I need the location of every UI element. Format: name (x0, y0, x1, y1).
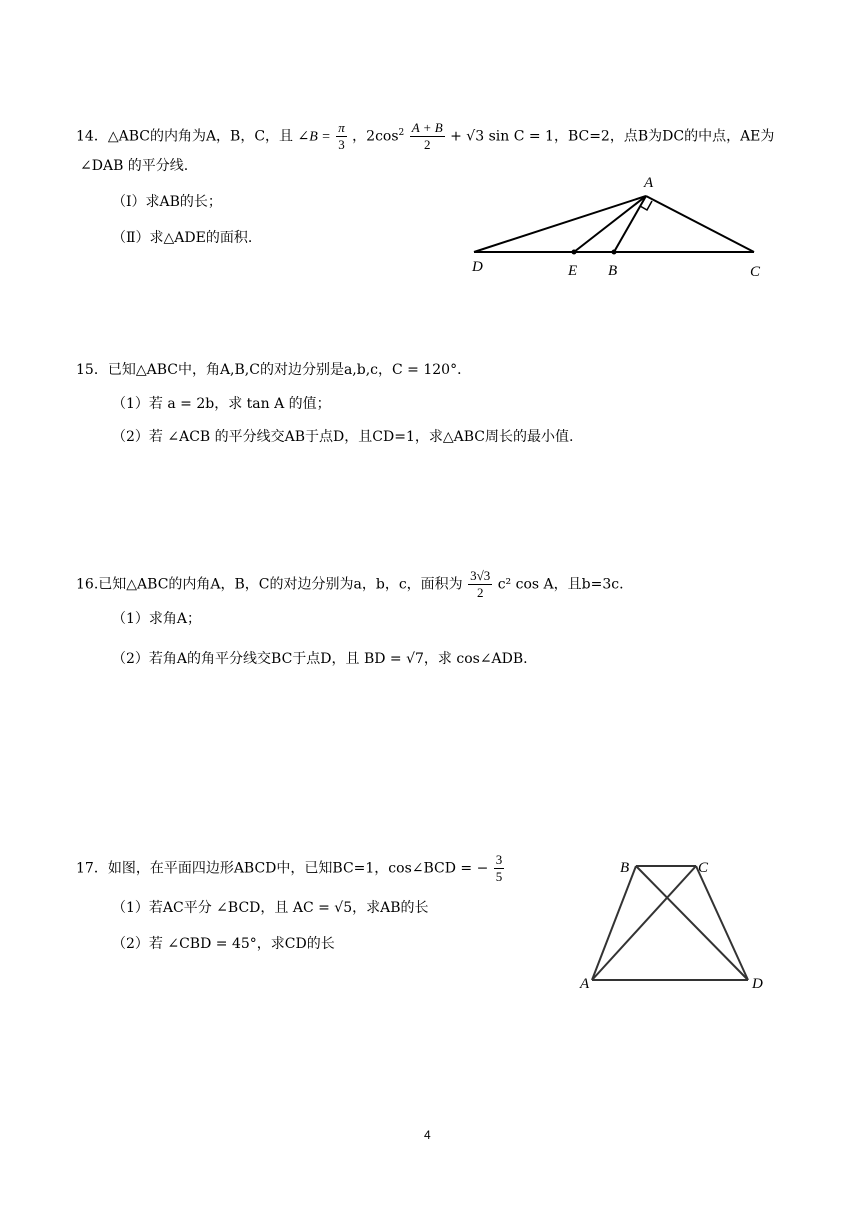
line-da (474, 196, 646, 252)
q16-line1 (76, 568, 624, 601)
q15-part1: （1）若 a = 2b，求 tan A 的值； (112, 396, 331, 412)
q16-denominator: 2 (476, 585, 484, 600)
page-number: 4 (424, 1128, 431, 1142)
q14-triangle-figure (466, 172, 776, 284)
q17-prefix: 17．如图，在平面四边形ABCD中，已知BC=1，cos∠BCD = − (76, 860, 489, 877)
label-b: B (608, 263, 618, 279)
q16-part2: （2）若角A的角平分线交BC于点D，且 BD = √7，求 cos∠ADB. (112, 651, 528, 667)
q16-part1: （1）求角A； (112, 611, 202, 627)
q14-part2: （Ⅱ）求△ADE的面积. (112, 230, 253, 246)
q17-denominator: 5 (495, 869, 503, 884)
q14-rest: + √3 sin C = 1，BC=2，点B为DC的中点，AE为 (450, 128, 775, 145)
q17-line1 (76, 852, 505, 885)
label-a: A (644, 175, 654, 191)
label-c: C (698, 860, 709, 876)
q16-fraction (468, 568, 492, 601)
q14-prefix: 14．△ABC的内角为A，B，C，且 (76, 128, 294, 145)
line-ac (592, 866, 696, 980)
label-b: B (620, 860, 630, 876)
q16-numerator: 3√3 (470, 568, 491, 583)
q14-pi: π (338, 120, 345, 135)
q14-a-plus-b: A + B (411, 120, 443, 135)
label-a: A (580, 976, 590, 992)
label-e: E (568, 263, 578, 279)
q16-prefix: 16.已知△ABC的内角A，B，C的对边分别为a，b，c，面积为 (76, 576, 463, 593)
q14-a-plus-b-over-2 (410, 120, 445, 153)
line-cd (696, 866, 748, 980)
label-c: C (750, 264, 761, 280)
q17-quadrilateral-figure (576, 848, 776, 998)
q16-rest: c² cos A，且b=3c. (497, 576, 624, 593)
label-d: D (752, 976, 763, 992)
point-e-dot (572, 250, 577, 255)
point-b-dot (612, 250, 617, 255)
q14-cos-part: ，2cos (352, 128, 399, 145)
q15-part2: （2）若 ∠ACB 的平分线交AB于点D，且CD=1，求△ABC周长的最小值. (112, 429, 574, 445)
q17-numerator: 3 (495, 852, 503, 867)
line-ae (574, 196, 646, 252)
q14-two: 2 (423, 137, 431, 152)
q17-part2: （2）若 ∠CBD = 45°，求CD的长 (112, 936, 335, 952)
q14-three: 3 (338, 137, 345, 152)
q14-line2: ∠DAB 的平分线. (80, 158, 189, 174)
q14-square: 2 (398, 127, 405, 138)
q15-line1: 15．已知△ABC中，角A,B,C的对边分别是a,b,c，C = 120°． (76, 362, 472, 378)
line-ac (646, 196, 754, 252)
line-ba (592, 866, 636, 980)
q14-pi-over-3 (336, 120, 347, 153)
q14-line1 (76, 120, 774, 153)
q17-part1: （1）若AC平分 ∠BCD，且 AC = √5，求AB的长 (112, 900, 429, 916)
q14-angle-b: ∠B = (297, 129, 331, 145)
q14-part1: （Ⅰ）求AB的长； (112, 194, 222, 210)
line-bd (636, 866, 748, 980)
q17-fraction (494, 852, 505, 885)
label-d: D (472, 259, 483, 275)
